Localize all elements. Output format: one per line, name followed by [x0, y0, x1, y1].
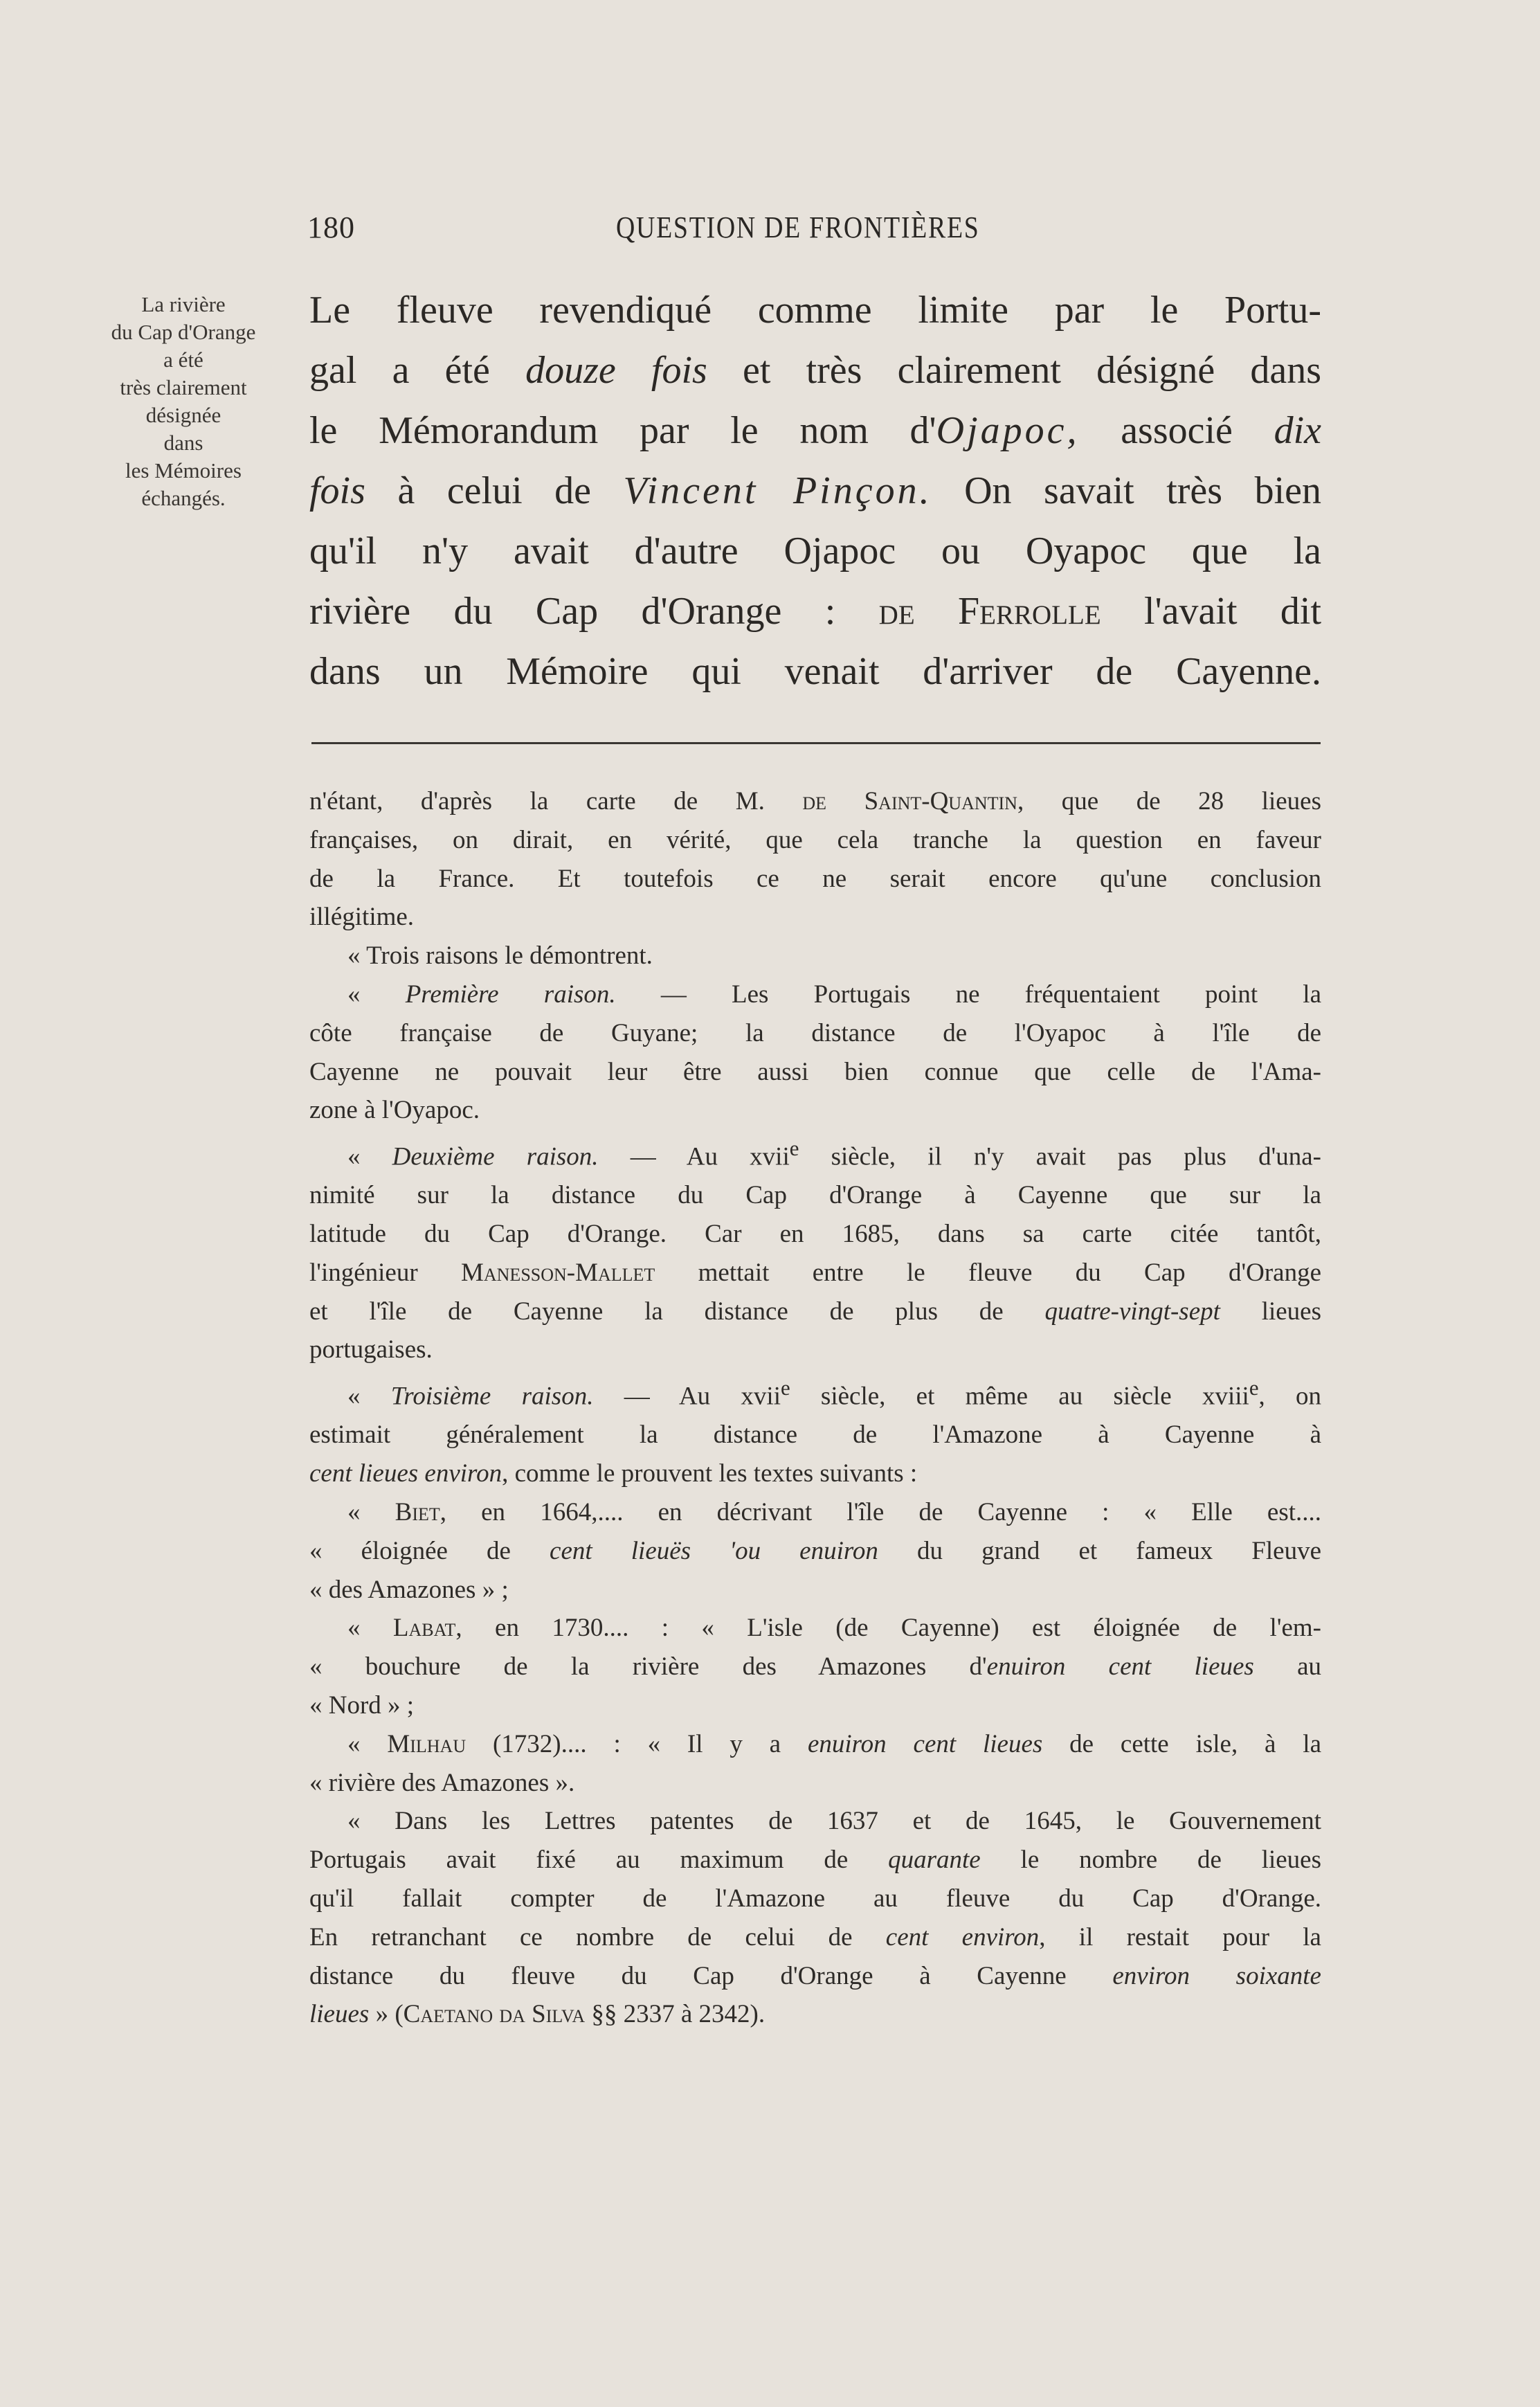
footnote-line	[309, 1609, 1321, 1648]
margin-note-line: a été	[163, 348, 203, 372]
smallcaps-run: de Ferrolle	[878, 590, 1101, 633]
page-number: 180	[307, 210, 355, 244]
footnote-line	[309, 1764, 1321, 1803]
text-run: et très clairement désigné dans	[707, 349, 1321, 392]
text-run: §§ 2337 à 2342).	[585, 2000, 766, 2029]
text-run: et l'île de Cayenne la distance de plus de	[309, 1297, 1045, 1326]
text-run: « rivière des Amazones ».	[309, 1768, 575, 1797]
italic-run: Vincent Pinçon.	[623, 469, 932, 512]
footnote	[309, 782, 1321, 2034]
text-run: nimité sur la distance du Cap d'Orange à Cayenne que sur la	[309, 1181, 1321, 1210]
text-run: qu'il n'y avait d'autre Ojapoc ou Oyapoc que la	[309, 530, 1321, 573]
footnote-line	[309, 1091, 1321, 1130]
superscript: e	[1249, 1376, 1259, 1400]
italic-run: Première raison.	[405, 980, 616, 1009]
text-run: de la France. Et toutefois ce ne serait encore qu'une conclusion	[309, 864, 1321, 893]
text-run: associé	[1079, 409, 1274, 452]
footnote-line	[309, 1725, 1321, 1764]
text-run: dans un Mémoire qui venait d'arriver de Cayenne.	[309, 650, 1321, 693]
footnote-line	[309, 1802, 1321, 1841]
text-run: , en 1730.... : « L'isle (de Cayenne) est éloignée de l'em-	[455, 1614, 1322, 1643]
text-run: estimait généralement la distance de l'Amazone à Cayenne à	[309, 1421, 1321, 1450]
italic-run: quarante	[888, 1846, 981, 1875]
footnote-line	[309, 1254, 1321, 1292]
text-run: , en 1664,.... en décrivant l'île de Cayenne : « Elle est....	[440, 1498, 1321, 1526]
text-run: (1732).... : « Il y a	[466, 1729, 808, 1758]
italic-run: enuiron cent lieues	[986, 1652, 1254, 1682]
text-run: à celui de	[365, 469, 624, 512]
text-run: françaises, on dirait, en vérité, que cela tranche la question en faveur	[309, 825, 1321, 854]
text-run: zone à l'Oyapoc.	[309, 1096, 480, 1125]
footnote-rule	[311, 742, 1321, 744]
text-run: distance du fleuve du Cap d'Orange à Cayenne	[309, 1961, 1113, 1990]
margin-note-line: très clairement	[120, 375, 247, 399]
margin-note	[69, 291, 298, 512]
text-run: siècle, il n'y avait pas plus d'una-	[799, 1142, 1321, 1171]
footnote-line	[309, 782, 1321, 821]
italic-run: cent environ	[885, 1922, 1040, 1951]
italic-run: cent lieuës 'ou enuiron	[550, 1536, 878, 1565]
text-run: l'ingénieur	[309, 1258, 461, 1287]
text-run: de cette isle, à la	[1042, 1729, 1321, 1758]
margin-note-line: échangés.	[141, 486, 226, 510]
text-run: , comme le prouvent les textes suivants :	[502, 1459, 918, 1488]
italic-run: Ojapoc,	[936, 409, 1080, 452]
text-run: , que de 28 lieues	[1017, 787, 1322, 815]
main-line	[309, 280, 1321, 341]
footnote-line	[309, 1130, 1321, 1176]
main-paragraph	[309, 280, 1321, 702]
italic-run: Deuxième raison.	[392, 1142, 599, 1171]
text-run: « Nord » ;	[309, 1691, 415, 1720]
margin-note-line: du Cap d'Orange	[111, 320, 256, 344]
text-run: « éloignée de	[309, 1536, 550, 1565]
main-line	[309, 341, 1321, 401]
text-run: » (	[369, 2000, 404, 2029]
main-line	[309, 461, 1321, 521]
footnote-line	[309, 1957, 1321, 1996]
text-run: portugaises.	[309, 1335, 433, 1364]
text-run: n'étant, d'après la carte de M.	[309, 787, 803, 815]
text-run: « des Amazones » ;	[309, 1575, 509, 1604]
text-run: « Dans les Lettres patentes de 1637 et de 1645, le Gouvernement	[347, 1807, 1321, 1836]
text-run: gal a été	[309, 349, 526, 392]
footnote-line	[309, 1879, 1321, 1918]
text-run: l'avait dit	[1100, 590, 1321, 633]
italic-run: cent lieues environ	[309, 1459, 502, 1488]
footnote-line	[309, 1416, 1321, 1454]
italic-run: dix	[1274, 409, 1322, 452]
footnote-line	[309, 1014, 1321, 1053]
footnote-line	[309, 1454, 1321, 1493]
text-run: , il restait pour la	[1039, 1922, 1321, 1951]
smallcaps-run: Milhau	[387, 1729, 466, 1758]
text-run: siècle, et même au siècle xviii	[790, 1382, 1249, 1411]
italic-run: environ soixante	[1112, 1961, 1321, 1990]
text-run: — Au xvii	[593, 1382, 781, 1411]
text-run: du grand et fameux Fleuve	[878, 1536, 1322, 1565]
footnote-line	[309, 1841, 1321, 1879]
italic-run: enuiron cent lieues	[807, 1729, 1043, 1758]
italic-run: quatre-vingt-sept	[1044, 1297, 1220, 1326]
text-run: Portugais avait fixé au maximum de	[309, 1846, 889, 1875]
text-run: « Trois raisons le démontrent.	[347, 941, 653, 971]
footnote-line	[309, 1686, 1321, 1725]
footnote-line	[309, 860, 1321, 899]
smallcaps-run: Labat	[392, 1614, 456, 1643]
running-title: QUESTION DE FRONTIÈRES	[616, 210, 980, 244]
superscript: e	[780, 1376, 790, 1400]
footnote-line	[309, 898, 1321, 937]
margin-note-line: dans	[163, 431, 203, 455]
text-run: lieues	[1220, 1297, 1322, 1326]
main-line	[309, 582, 1321, 642]
text-run: Le fleuve revendiqué comme limite par le Portu-	[309, 289, 1321, 332]
text-run: le nombre de lieues	[980, 1846, 1322, 1875]
main-line	[309, 642, 1321, 702]
text-run: «	[347, 1498, 395, 1526]
footnote-line	[309, 1571, 1321, 1610]
footnote-line	[309, 1532, 1321, 1571]
margin-note-line: les Mémoires	[125, 458, 242, 483]
italic-run: lieues	[309, 2000, 370, 2029]
smallcaps-run: Biet	[395, 1498, 440, 1526]
text-run: mettait entre le fleuve du Cap d'Orange	[655, 1258, 1321, 1287]
text-run: latitude du Cap d'Orange. Car en 1685, dans sa carte citée tantôt,	[309, 1220, 1321, 1249]
footnote-line	[309, 1648, 1321, 1686]
italic-run: fois	[309, 469, 365, 512]
footnote-line	[309, 1176, 1321, 1215]
smallcaps-run: Caetano da Silva	[403, 2000, 586, 2029]
text-run: rivière du Cap d'Orange :	[309, 590, 879, 633]
footnote-line	[309, 1215, 1321, 1254]
text-run: qu'il fallait compter de l'Amazone au fleuve du Cap d'Orange.	[309, 1884, 1321, 1913]
footnote-line	[309, 1331, 1321, 1369]
footnote-line	[309, 937, 1321, 975]
footnote-line	[309, 1493, 1321, 1532]
text-run: «	[347, 1614, 393, 1643]
main-line	[309, 401, 1321, 461]
text-run: illégitime.	[309, 903, 415, 932]
main-line	[309, 521, 1321, 582]
italic-run: Troisième raison.	[390, 1382, 594, 1411]
text-run: « bouchure de la rivière des Amazones d'	[309, 1652, 987, 1682]
text-run: «	[347, 1142, 392, 1171]
text-run: , on	[1258, 1382, 1322, 1411]
footnote-line	[309, 1292, 1321, 1331]
text-run: le Mémorandum par le nom d'	[309, 409, 936, 452]
footnote-line	[309, 1995, 1321, 2034]
text-run: — Au xvii	[598, 1142, 790, 1171]
text-run: au	[1253, 1652, 1321, 1682]
text-run: «	[347, 980, 406, 1009]
smallcaps-run: Manesson-Mallet	[460, 1258, 655, 1287]
text-run: On savait très bien	[932, 469, 1321, 512]
text-run: côte française de Guyane; la distance de l'Oyapoc à l'île de	[309, 1018, 1321, 1047]
text-run: En retranchant ce nombre de celui de	[309, 1922, 886, 1951]
footnote-line	[309, 1918, 1321, 1957]
text-run: «	[347, 1729, 388, 1758]
footnote-line	[309, 1369, 1321, 1416]
margin-note-line: La rivière	[141, 292, 226, 316]
text-run: Cayenne ne pouvait leur être aussi bien connue que celle de l'Ama-	[309, 1057, 1321, 1086]
footnote-line	[309, 821, 1321, 860]
text-run: — Les Portugais ne fréquentaient point la	[615, 980, 1321, 1009]
smallcaps-run: de Saint-Quantin	[802, 787, 1017, 815]
footnote-line	[309, 975, 1321, 1014]
superscript: e	[789, 1137, 799, 1161]
italic-run: douze fois	[525, 349, 707, 392]
margin-note-line: désignée	[145, 403, 221, 427]
footnote-line	[309, 1053, 1321, 1092]
text-run: «	[347, 1382, 391, 1411]
